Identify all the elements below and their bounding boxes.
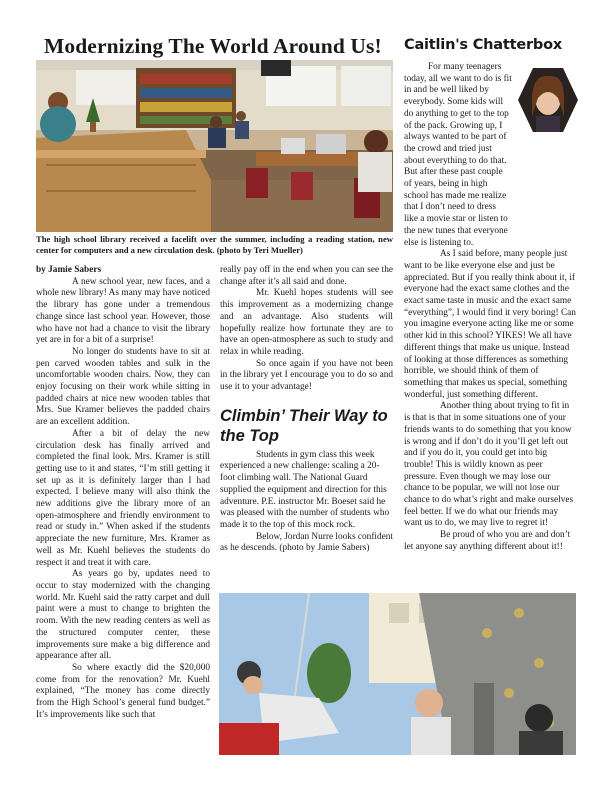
paragraph: So once again if you have not been in the library yet I encourage you to do so and use it to your advantage! — [220, 358, 393, 393]
page-headline: Modernizing The World Around Us! — [44, 34, 382, 58]
column-title: Caitlin's Chatterbox — [404, 37, 562, 53]
paragraph: Mr. Kuehl hopes students will see this improvement as a modernizing change and an advantage. Also students will hopefully realize how fortunate they are to have an open-atmosphere as such to study and relax in while reading. — [220, 288, 393, 357]
paragraph: No longer do students have to sit at pen carved wooden tables and sulk in the uncomfortable wooden chairs. Now, they can enjoy focusing on their work while sitting in padded chairs at nice new wooden tables that Mrs. Sue Kramer believes the padded chairs are an excellent addition. — [36, 346, 210, 428]
paragraph: really pay off in the end when you can see the change after it’s all said and done. — [220, 265, 393, 287]
paragraph: As years go by, updates need to occur to stay modernized with the changing world. Mr. Kuehl said the ratty carpet and dull paint were a must to change to brighten the room. With the new reading centers as well as the structured computer center, these improvements sure make a big difference and appearance after all. — [36, 569, 210, 662]
library-article-col1 — [36, 265, 210, 721]
chatterbox-column — [404, 62, 576, 554]
paragraph: A new school year, new faces, and a whole new library! As many may have noticed the library has gone under a tremendous change since last school year. However, those who have not had a chance to visit the library yet are in for a bit of a surprise! — [36, 276, 210, 346]
byline: by Jamie Sabers — [36, 265, 102, 275]
paragraph: Students in gym class this week experienced a new challenge: scaling a 20-foot climbing wall. The National Guard supplied the equipment and direction for this adventure. P.E. instructor Mr. Boeset said he was pleased with the number of students who made it to the top of this mock rock. — [220, 449, 390, 530]
climbing-wall-photo — [219, 593, 576, 755]
paragraph: Another thing about trying to fit in is that is that in some situations one of your friends wants to do something that you know is wrong and if don’t do it you’ll get left out and if you do it, you could get into big trouble! This is wildly known as peer pressure. Even though we may lose our chance to be popular, we will not lose our chance to do what’s right and make ourselves feel better. If we do what our friends may want us to do, we may live to regret it! — [404, 401, 574, 529]
paragraph: As I said before, many people just want to be like everyone else and just be appreciated. But if you really think about it, if everyone had the exact same clothes and the exact same taste in music and the exact same “everything”, I would find it very boring! Can you imagine everyone acting like me or some other kid in this school? YIKES! We all have different things that make us unique. Instead of looking at those differences as something horrible, we should think of them of something that makes us special, something wonderful, just something different. — [404, 249, 576, 400]
climbing-article-title: Climbin’ Their Way to the Top — [220, 406, 388, 445]
library-article-col2 — [220, 265, 393, 555]
library-photo — [36, 60, 393, 232]
paragraph: For many teenagers today, all we want to do is fit in and be well liked by everybody. Some kids will do anything to get to the top of the pack. Growing up, I always wanted to be part of the crowd and tried just about everything to do that. But after these past couple of years, being in high school has made me realize that I don’t need to dress like a movie star or listen to the new tunes that everyone else is listening to. — [404, 62, 512, 248]
paragraph: So where exactly did the $20,000 come from for the renovation? Mr. Kuehl explained, “The money has come directly from the High School’s general fund budget.” It’s improvements like such that — [36, 662, 210, 720]
paragraph: Below, Jordan Nurre looks confident as he descends. (photo by Jamie Sabers) — [220, 531, 394, 554]
library-photo-caption: The high school library received a facelift over the summer, including a reading station, new center for computers and a new circulation desk. (photo by Teri Mueller) — [36, 234, 393, 256]
paragraph: Be proud of who you are and don’t let anyone say anything different about it!! — [404, 530, 571, 552]
paragraph: After a bit of delay the new circulation desk has finally arrived and completed the final look. Mrs. Kramer is still getting use to it and states, “I’m still getting it set up as it is definitely larger than I had expected. I believe many will also think the new additions give the library more of an open-atmosphere and friendly environment to read or study in.” When asked if the students appreciate the new furniture, Mrs. Kramer as well as Mr. Kuehl believes the students do respect it and treat it with care. — [36, 428, 210, 568]
